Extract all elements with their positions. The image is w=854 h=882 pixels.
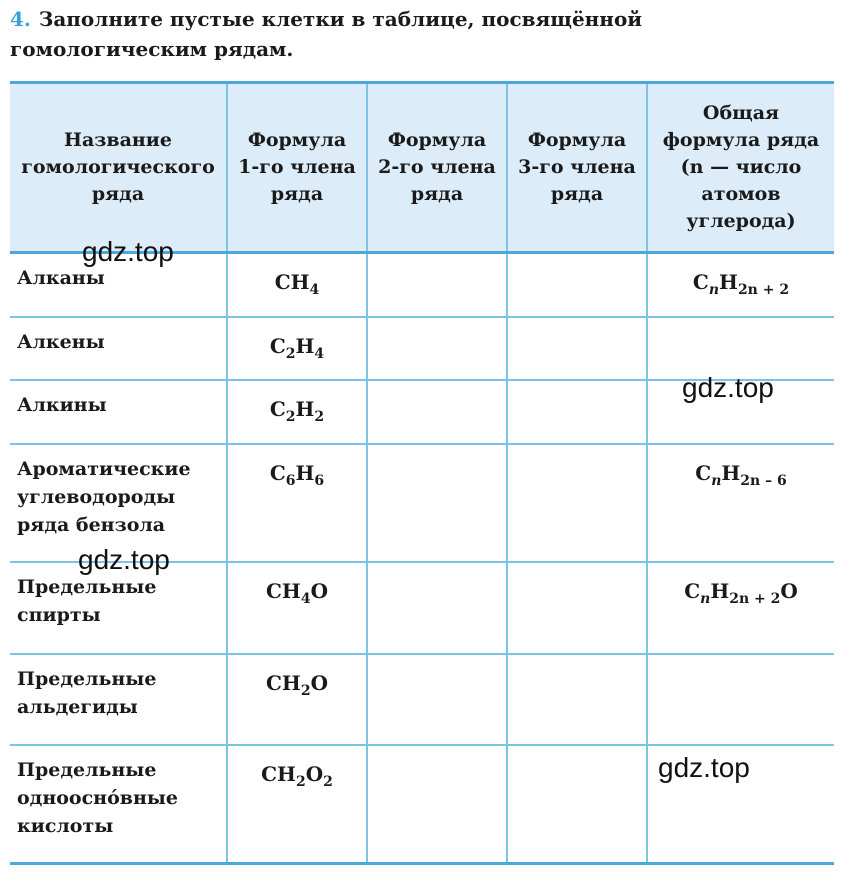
formula-subscript: 2 xyxy=(300,682,311,699)
formula-1 xyxy=(227,253,367,317)
formula-text: CH xyxy=(274,270,310,294)
header-series-name: Название гомологического ряда xyxy=(10,83,227,253)
formula-subscript: 2n + 2 xyxy=(729,590,781,607)
formula-subscript: 2 xyxy=(285,345,296,362)
watermark: gdz.top xyxy=(658,752,750,783)
formula-2-empty-cell xyxy=(367,654,507,745)
formula-text: C xyxy=(269,396,286,421)
formula-text: H xyxy=(710,578,730,603)
formula-1 xyxy=(227,380,367,444)
formula-text: CH xyxy=(266,670,301,695)
series-name: Предельные альдегиды xyxy=(10,654,227,745)
formula-text: C xyxy=(684,578,701,603)
formula-3-empty-cell xyxy=(507,380,647,444)
formula-subscript: 4 xyxy=(314,345,325,362)
formula-3-empty-cell xyxy=(507,253,647,317)
formula-text: C xyxy=(692,270,709,294)
formula-text: O xyxy=(780,578,798,603)
formula-text: H xyxy=(295,396,315,421)
formula-1 xyxy=(227,444,367,562)
series-name: Ароматические углеводороды ряда бензола xyxy=(10,444,227,562)
formula-1 xyxy=(227,654,367,745)
formula-2-empty-cell xyxy=(367,444,507,562)
general-formula xyxy=(647,444,834,562)
watermark: gdz.top xyxy=(78,544,170,575)
task-number: 4. xyxy=(10,7,31,31)
general-formula-empty-cell xyxy=(647,654,834,745)
table-header-row xyxy=(10,83,834,253)
series-name: Алкины xyxy=(10,380,227,444)
formula-3-empty-cell xyxy=(507,562,647,654)
formula-text: C xyxy=(269,333,286,358)
header-formula-2: Формула 2-го члена ряда xyxy=(367,83,507,253)
formula-text: CH xyxy=(261,761,296,786)
homologous-series-table xyxy=(10,81,834,865)
formula-3-empty-cell xyxy=(507,444,647,562)
general-formula xyxy=(647,253,834,317)
formula-subscript: n xyxy=(711,472,722,489)
formula-3-empty-cell xyxy=(507,654,647,745)
formula-subscript: 2 xyxy=(323,773,333,790)
formula-subscript: 2 xyxy=(285,408,296,425)
formula-text: H xyxy=(295,333,315,358)
formula-subscript: 4 xyxy=(300,590,311,607)
formula-subscript: 2n – 6 xyxy=(740,472,787,489)
formula-1 xyxy=(227,317,367,380)
formula-text: O xyxy=(310,670,328,695)
header-formula-3: Формула 3-го члена ряда xyxy=(507,83,647,253)
formula-2-empty-cell xyxy=(367,562,507,654)
formula-text: O xyxy=(305,761,324,786)
formula-2-empty-cell xyxy=(367,745,507,864)
formula-2-empty-cell xyxy=(367,253,507,317)
formula-text: C xyxy=(269,460,286,485)
formula-text: O xyxy=(310,578,328,603)
table-row xyxy=(10,317,834,380)
header-formula-1: Формула 1-го члена ряда xyxy=(227,83,367,253)
series-name: Алканы xyxy=(10,253,227,317)
series-name: Предельные спирты xyxy=(10,562,227,654)
formula-text: H xyxy=(295,460,315,485)
formula-subscript: 4 xyxy=(309,282,320,298)
formula-text: H xyxy=(721,460,741,485)
formula-2-empty-cell xyxy=(367,380,507,444)
formula-subscript: 6 xyxy=(314,472,325,489)
task-text: Заполните пустые клетки в таблице, посвящённой гомологическим рядам. xyxy=(10,7,643,61)
formula-1 xyxy=(227,745,367,864)
formula-subscript: n xyxy=(700,590,711,607)
general-formula-empty-cell xyxy=(647,317,834,380)
formula-text: H xyxy=(719,270,738,294)
watermark: gdz.top xyxy=(682,372,774,403)
watermark: gdz.top xyxy=(82,236,174,267)
formula-subscript: 6 xyxy=(285,472,296,489)
formula-1 xyxy=(227,562,367,654)
formula-subscript: 2 xyxy=(314,408,325,425)
formula-subscript: 2n + 2 xyxy=(737,282,790,298)
task-statement xyxy=(10,4,840,64)
header-general-formula: Общая формула ряда (n — число атомов углерода) xyxy=(647,83,834,253)
series-name: Предельные одноосно́вные кислоты xyxy=(10,745,227,864)
table-row xyxy=(10,654,834,745)
formula-text: C xyxy=(695,460,712,485)
formula-subscript: 2 xyxy=(295,773,306,790)
formula-text: CH xyxy=(266,578,301,603)
series-name: Алкены xyxy=(10,317,227,380)
formula-3-empty-cell xyxy=(507,745,647,864)
general-formula xyxy=(647,562,834,654)
formula-subscript: n xyxy=(708,282,720,298)
formula-2-empty-cell xyxy=(367,317,507,380)
formula-3-empty-cell xyxy=(507,317,647,380)
